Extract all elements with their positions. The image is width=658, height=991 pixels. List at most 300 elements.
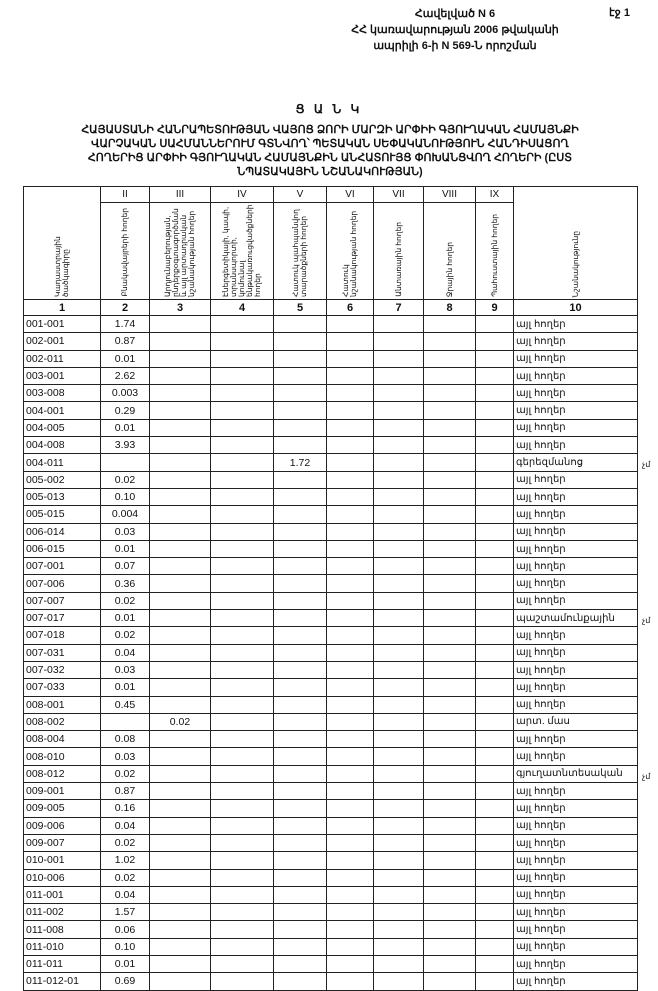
protected-land-area	[274, 696, 327, 713]
water-land-area	[424, 506, 476, 523]
special-land-area	[327, 540, 374, 557]
table-row	[24, 558, 638, 575]
infrastructure-land-area	[211, 921, 274, 938]
settlement-land-area: 0.02	[101, 592, 150, 609]
forest-land-area	[374, 955, 424, 972]
annex-header	[340, 6, 570, 54]
table-row	[24, 419, 638, 436]
reserve-land-area	[476, 540, 514, 557]
infrastructure-land-area	[211, 575, 274, 592]
protected-land-area	[274, 869, 327, 886]
table-row	[24, 765, 638, 782]
forest-land-area	[374, 610, 424, 627]
land-purpose: այլ հողեր	[514, 437, 638, 454]
column-number: 1	[24, 300, 101, 316]
industrial-land-area	[150, 955, 211, 972]
infrastructure-land-area	[211, 834, 274, 851]
column-number: 8	[424, 300, 476, 316]
column-header	[374, 203, 424, 300]
cadastral-code: 009-005	[24, 800, 101, 817]
special-land-area	[327, 973, 374, 990]
reserve-land-area	[476, 731, 514, 748]
special-land-area	[327, 644, 374, 661]
cadastral-code: 009-001	[24, 783, 101, 800]
reserve-land-area	[476, 661, 514, 678]
settlement-land-area: 1.74	[101, 316, 150, 333]
land-purpose: այլ հողեր	[514, 661, 638, 678]
infrastructure-land-area	[211, 367, 274, 384]
settlement-land-area: 0.04	[101, 817, 150, 834]
table-row	[24, 955, 638, 972]
water-land-area	[424, 869, 476, 886]
protected-land-area	[274, 419, 327, 436]
protected-land-area	[274, 350, 327, 367]
reserve-land-area	[476, 783, 514, 800]
special-land-area	[327, 869, 374, 886]
special-land-area	[327, 350, 374, 367]
land-purpose: այլ հողեր	[514, 316, 638, 333]
industrial-land-area	[150, 488, 211, 505]
cadastral-code: 002-001	[24, 333, 101, 350]
forest-land-area	[374, 575, 424, 592]
protected-land-area	[274, 523, 327, 540]
column-number: 10	[514, 300, 638, 316]
table-row	[24, 817, 638, 834]
water-land-area	[424, 540, 476, 557]
infrastructure-land-area	[211, 696, 274, 713]
table-row	[24, 540, 638, 557]
infrastructure-land-area	[211, 748, 274, 765]
settlement-land-area: 0.01	[101, 419, 150, 436]
reserve-land-area	[476, 644, 514, 661]
column-roman: III	[150, 187, 211, 203]
reserve-land-area	[476, 506, 514, 523]
industrial-land-area	[150, 506, 211, 523]
settlement-land-area: 0.01	[101, 610, 150, 627]
land-purpose: այլ հողեր	[514, 869, 638, 886]
industrial-land-area	[150, 973, 211, 990]
reserve-land-area	[476, 367, 514, 384]
special-land-area	[327, 921, 374, 938]
land-purpose: այլ հողեր	[514, 852, 638, 869]
industrial-land-area	[150, 679, 211, 696]
reserve-land-area	[476, 886, 514, 903]
protected-land-area	[274, 316, 327, 333]
page-label: էջ 1	[609, 7, 630, 19]
protected-land-area	[274, 921, 327, 938]
reserve-land-area	[476, 696, 514, 713]
column-header-label: Անտառային հողեր	[393, 222, 403, 297]
water-land-area	[424, 679, 476, 696]
column-header-label: Հատուկ պահպանվող տարածքների հողեր	[291, 209, 308, 297]
industrial-land-area	[150, 765, 211, 782]
forest-land-area	[374, 852, 424, 869]
industrial-land-area	[150, 834, 211, 851]
settlement-land-area	[101, 454, 150, 471]
settlement-land-area: 0.10	[101, 488, 150, 505]
protected-land-area	[274, 765, 327, 782]
land-purpose: այլ հողեր	[514, 523, 638, 540]
forest-land-area	[374, 558, 424, 575]
reserve-land-area	[476, 800, 514, 817]
industrial-land-area	[150, 402, 211, 419]
forest-land-area	[374, 592, 424, 609]
column-header	[327, 203, 374, 300]
cadastral-code: 011-008	[24, 921, 101, 938]
land-purpose: այլ հողեր	[514, 592, 638, 609]
settlement-land-area: 2.62	[101, 367, 150, 384]
special-land-area	[327, 333, 374, 350]
land-purpose: գյուղատնտեսական	[514, 765, 638, 782]
infrastructure-land-area	[211, 679, 274, 696]
reserve-land-area	[476, 610, 514, 627]
protected-land-area	[274, 817, 327, 834]
industrial-land-area	[150, 696, 211, 713]
infrastructure-land-area	[211, 765, 274, 782]
protected-land-area	[274, 592, 327, 609]
column-header	[274, 203, 327, 300]
protected-land-area	[274, 575, 327, 592]
protected-land-area	[274, 610, 327, 627]
forest-land-area	[374, 938, 424, 955]
industrial-land-area	[150, 419, 211, 436]
land-purpose: այլ հողեր	[514, 627, 638, 644]
reserve-land-area	[476, 558, 514, 575]
infrastructure-land-area	[211, 333, 274, 350]
cadastral-code: 001-001	[24, 316, 101, 333]
infrastructure-land-area	[211, 713, 274, 730]
infrastructure-land-area	[211, 419, 274, 436]
water-land-area	[424, 800, 476, 817]
table-row	[24, 523, 638, 540]
cadastral-code: 007-006	[24, 575, 101, 592]
infrastructure-land-area	[211, 488, 274, 505]
protected-land-area	[274, 540, 327, 557]
special-land-area	[327, 627, 374, 644]
infrastructure-land-area	[211, 817, 274, 834]
reserve-land-area	[476, 592, 514, 609]
cadastral-code: 004-008	[24, 437, 101, 454]
document-title: Ց Ա Ն Կ	[295, 102, 363, 116]
special-land-area	[327, 488, 374, 505]
column-number: 7	[374, 300, 424, 316]
water-land-area	[424, 973, 476, 990]
protected-land-area	[274, 333, 327, 350]
industrial-land-area	[150, 523, 211, 540]
settlement-land-area: 0.003	[101, 385, 150, 402]
forest-land-area	[374, 316, 424, 333]
cadastral-code: 011-010	[24, 938, 101, 955]
forest-land-area	[374, 748, 424, 765]
settlement-land-area: 0.10	[101, 938, 150, 955]
cadastral-code: 011-002	[24, 904, 101, 921]
reserve-land-area	[476, 973, 514, 990]
infrastructure-land-area	[211, 402, 274, 419]
infrastructure-land-area	[211, 661, 274, 678]
forest-land-area	[374, 765, 424, 782]
column-number: 2	[101, 300, 150, 316]
land-purpose: այլ հողեր	[514, 506, 638, 523]
column-header-label: Ջրային հողեր	[444, 241, 454, 297]
reserve-land-area	[476, 454, 514, 471]
forest-land-area	[374, 350, 424, 367]
column-header	[150, 203, 211, 300]
cadastral-code: 004-005	[24, 419, 101, 436]
water-land-area	[424, 575, 476, 592]
industrial-land-area	[150, 800, 211, 817]
special-land-area	[327, 558, 374, 575]
column-number: 4	[211, 300, 274, 316]
infrastructure-land-area	[211, 316, 274, 333]
water-land-area	[424, 696, 476, 713]
special-land-area	[327, 765, 374, 782]
reserve-land-area	[476, 523, 514, 540]
industrial-land-area	[150, 904, 211, 921]
table-row	[24, 367, 638, 384]
protected-land-area	[274, 679, 327, 696]
cadastral-code: 008-001	[24, 696, 101, 713]
land-purpose: այլ հողեր	[514, 679, 638, 696]
forest-land-area	[374, 817, 424, 834]
cadastral-code: 008-010	[24, 748, 101, 765]
cadastral-code: 007-007	[24, 592, 101, 609]
settlement-land-area: 0.004	[101, 506, 150, 523]
table-row	[24, 696, 638, 713]
infrastructure-land-area	[211, 471, 274, 488]
cadastral-code: 004-001	[24, 402, 101, 419]
cadastral-code: 006-015	[24, 540, 101, 557]
table-row	[24, 316, 638, 333]
water-land-area	[424, 938, 476, 955]
table-row	[24, 333, 638, 350]
column-roman: IX	[476, 187, 514, 203]
settlement-land-area: 0.04	[101, 644, 150, 661]
infrastructure-land-area	[211, 610, 274, 627]
column-header-label: Արդյունաբերության, ընդերքօգտագործման և այլ արտադրական նշանակության հողեր	[163, 208, 196, 297]
settlement-land-area: 1.57	[101, 904, 150, 921]
industrial-land-area: 0.02	[150, 713, 211, 730]
table-row	[24, 904, 638, 921]
table-row	[24, 834, 638, 851]
land-purpose: այլ հողեր	[514, 834, 638, 851]
table-row	[24, 350, 638, 367]
water-land-area	[424, 488, 476, 505]
industrial-land-area	[150, 817, 211, 834]
protected-land-area	[274, 852, 327, 869]
land-purpose: այլ հողեր	[514, 644, 638, 661]
table-row	[24, 921, 638, 938]
protected-land-area	[274, 488, 327, 505]
forest-land-area	[374, 627, 424, 644]
water-land-area	[424, 852, 476, 869]
special-land-area	[327, 437, 374, 454]
reserve-land-area	[476, 955, 514, 972]
industrial-land-area	[150, 454, 211, 471]
protected-land-area	[274, 627, 327, 644]
table-row	[24, 575, 638, 592]
forest-land-area	[374, 661, 424, 678]
forest-land-area	[374, 713, 424, 730]
forest-land-area	[374, 402, 424, 419]
column-number: 9	[476, 300, 514, 316]
special-land-area	[327, 367, 374, 384]
special-land-area	[327, 886, 374, 903]
land-purpose: այլ հողեր	[514, 558, 638, 575]
infrastructure-land-area	[211, 523, 274, 540]
infrastructure-land-area	[211, 558, 274, 575]
industrial-land-area	[150, 592, 211, 609]
reserve-land-area	[476, 765, 514, 782]
reserve-land-area	[476, 488, 514, 505]
cadastral-code: 011-011	[24, 955, 101, 972]
special-land-area	[327, 661, 374, 678]
column-roman: VII	[374, 187, 424, 203]
forest-land-area	[374, 419, 424, 436]
settlement-land-area: 0.04	[101, 886, 150, 903]
infrastructure-land-area	[211, 886, 274, 903]
protected-land-area	[274, 402, 327, 419]
reserve-land-area	[476, 921, 514, 938]
cadastral-code: 011-012-01	[24, 973, 101, 990]
column-header	[476, 203, 514, 300]
table-row	[24, 454, 638, 471]
protected-land-area	[274, 800, 327, 817]
industrial-land-area	[150, 921, 211, 938]
reserve-land-area	[476, 627, 514, 644]
cadastral-code: 003-001	[24, 367, 101, 384]
special-land-area	[327, 385, 374, 402]
forest-land-area	[374, 834, 424, 851]
industrial-land-area	[150, 575, 211, 592]
settlement-land-area: 0.02	[101, 765, 150, 782]
column-number: 6	[327, 300, 374, 316]
reserve-land-area	[476, 385, 514, 402]
special-land-area	[327, 419, 374, 436]
table-row	[24, 783, 638, 800]
table-row	[24, 592, 638, 609]
forest-land-area	[374, 886, 424, 903]
forest-land-area	[374, 488, 424, 505]
annex-line: ապրիլի 6-ի N 569-Ն որոշման	[373, 40, 537, 52]
water-land-area	[424, 610, 476, 627]
column-header-label: Պահուստային հողեր	[489, 214, 499, 297]
protected-land-area	[274, 886, 327, 903]
infrastructure-land-area	[211, 973, 274, 990]
water-land-area	[424, 350, 476, 367]
cadastral-code: 002-011	[24, 350, 101, 367]
settlement-land-area: 0.02	[101, 834, 150, 851]
infrastructure-land-area	[211, 350, 274, 367]
cadastral-code: 010-006	[24, 869, 101, 886]
table-row	[24, 402, 638, 419]
industrial-land-area	[150, 558, 211, 575]
column-header	[424, 203, 476, 300]
special-land-area	[327, 834, 374, 851]
water-land-area	[424, 333, 476, 350]
forest-land-area	[374, 921, 424, 938]
protected-land-area	[274, 385, 327, 402]
column-header-label: Կադաստրային ծածկագիրը	[53, 236, 70, 297]
land-purpose: արտ. մաս	[514, 713, 638, 730]
industrial-land-area	[150, 661, 211, 678]
protected-land-area	[274, 973, 327, 990]
industrial-land-area	[150, 610, 211, 627]
cadastral-code: 007-033	[24, 679, 101, 696]
column-header-label: Էներգետիկայի, կապի, տրանսպորտի, կոմունալ ենթակառուցվածքների հողեր	[221, 204, 262, 297]
infrastructure-land-area	[211, 800, 274, 817]
water-land-area	[424, 748, 476, 765]
table-row	[24, 488, 638, 505]
protected-land-area	[274, 644, 327, 661]
settlement-land-area: 1.02	[101, 852, 150, 869]
protected-land-area	[274, 367, 327, 384]
reserve-land-area	[476, 938, 514, 955]
table-row	[24, 731, 638, 748]
protected-land-area	[274, 748, 327, 765]
column-roman: V	[274, 187, 327, 203]
land-purpose: այլ հողեր	[514, 471, 638, 488]
land-purpose: այլ հողեր	[514, 973, 638, 990]
cadastral-code: 010-001	[24, 852, 101, 869]
forest-land-area	[374, 904, 424, 921]
special-land-area	[327, 402, 374, 419]
water-land-area	[424, 471, 476, 488]
water-land-area	[424, 765, 476, 782]
special-land-area	[327, 852, 374, 869]
special-land-area	[327, 523, 374, 540]
water-land-area	[424, 402, 476, 419]
infrastructure-land-area	[211, 385, 274, 402]
water-land-area	[424, 419, 476, 436]
forest-land-area	[374, 385, 424, 402]
cadastral-code: 008-002	[24, 713, 101, 730]
margin-note: չմ	[642, 616, 651, 626]
land-purpose: այլ հողեր	[514, 817, 638, 834]
table-row	[24, 886, 638, 903]
land-purpose: այլ հողեր	[514, 800, 638, 817]
industrial-land-area	[150, 367, 211, 384]
industrial-land-area	[150, 471, 211, 488]
protected-land-area	[274, 834, 327, 851]
forest-land-area	[374, 367, 424, 384]
land-purpose: այլ հողեր	[514, 488, 638, 505]
industrial-land-area	[150, 540, 211, 557]
cadastral-code: 007-001	[24, 558, 101, 575]
settlement-land-area: 0.07	[101, 558, 150, 575]
table-row	[24, 644, 638, 661]
infrastructure-land-area	[211, 592, 274, 609]
land-purpose: այլ հողեր	[514, 955, 638, 972]
column-roman: II	[101, 187, 150, 203]
reserve-land-area	[476, 471, 514, 488]
forest-land-area	[374, 644, 424, 661]
special-land-area	[327, 575, 374, 592]
cadastral-code: 011-001	[24, 886, 101, 903]
industrial-land-area	[150, 731, 211, 748]
special-land-area	[327, 713, 374, 730]
water-land-area	[424, 661, 476, 678]
cadastral-code: 007-032	[24, 661, 101, 678]
protected-land-area	[274, 506, 327, 523]
infrastructure-land-area	[211, 955, 274, 972]
settlement-land-area: 0.16	[101, 800, 150, 817]
reserve-land-area	[476, 316, 514, 333]
settlement-land-area: 0.87	[101, 333, 150, 350]
protected-land-area	[274, 471, 327, 488]
forest-land-area	[374, 696, 424, 713]
protected-land-area	[274, 955, 327, 972]
reserve-land-area	[476, 419, 514, 436]
